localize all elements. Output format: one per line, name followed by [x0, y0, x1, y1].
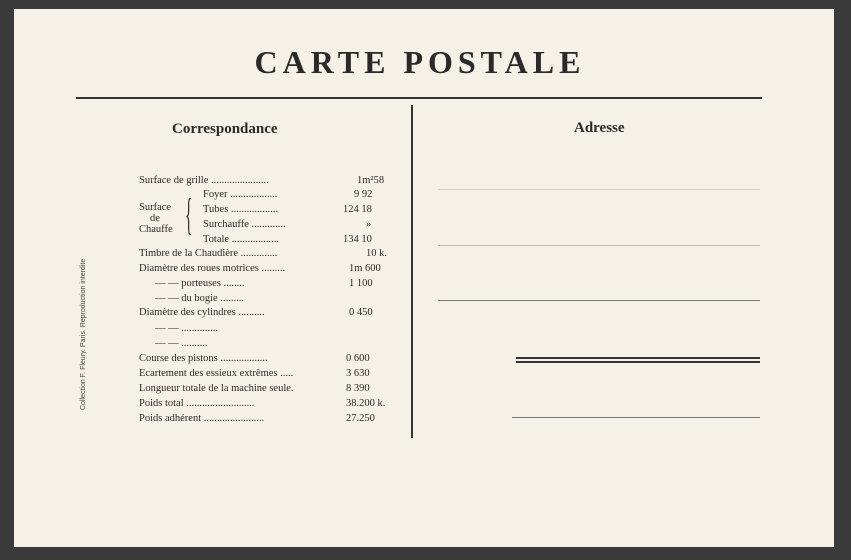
spec-value: 0 600: [346, 353, 370, 364]
address-line: [438, 300, 760, 301]
spec-value: 38.200 k.: [346, 398, 386, 409]
spec-label: Tubes ..................: [203, 204, 279, 215]
group-label-line1: Surface: [139, 202, 172, 213]
publisher-credit: Collection F. Fleury. Paris. Reproduction interdite: [80, 258, 87, 410]
address-line: [438, 189, 760, 190]
spec-value: 0 450: [349, 307, 373, 318]
spec-value: 27.250: [346, 413, 375, 424]
spec-label: Totale ..................: [203, 234, 279, 245]
center-divider: [411, 105, 413, 438]
spec-value: 3 630: [346, 368, 370, 379]
spec-label: Timbre de la Chaudière ..............: [139, 248, 278, 259]
correspondence-heading: Correspondance: [172, 121, 278, 137]
spec-value: 124 18: [343, 204, 372, 215]
spec-label: — — ..............: [155, 323, 218, 334]
postcard: [14, 9, 834, 547]
spec-value: 10 k.: [366, 248, 387, 259]
card-title: CARTE POSTALE: [254, 44, 586, 80]
spec-label: Surchauffe .............: [203, 219, 286, 230]
address-line: [516, 357, 760, 359]
group-label-line3: Chauffe: [139, 224, 173, 235]
spec-value: 1m²58: [357, 175, 385, 186]
spec-label: Poids adhérent .......................: [139, 413, 265, 424]
spec-label: — — ..........: [155, 338, 208, 349]
spec-label: Poids total ..........................: [139, 398, 255, 409]
spec-value: 1m 600: [349, 263, 381, 274]
spec-label: Longueur totale de la machine seule.: [139, 383, 294, 394]
spec-label: Ecartement des essieux extrêmes .....: [139, 368, 294, 379]
header-rule: [76, 97, 762, 99]
spec-label: — — du bogie .........: [155, 293, 244, 304]
group-label-line2: de: [150, 213, 160, 224]
spec-value: »: [366, 219, 372, 230]
address-line: [438, 245, 760, 246]
spec-label: Course des pistons ..................: [139, 353, 268, 364]
group-brace: {: [185, 190, 193, 239]
spec-label: Diamètre des cylindres ..........: [139, 307, 265, 318]
spec-label: Surface de grille ......................: [139, 175, 269, 186]
spec-value: 134 10: [343, 234, 372, 245]
address-line: [512, 417, 760, 418]
address-heading: Adresse: [574, 120, 625, 136]
spec-value: 8 390: [346, 383, 370, 394]
spec-label: Foyer ..................: [203, 189, 278, 200]
spec-value: 9 92: [354, 189, 373, 200]
address-line: [516, 361, 760, 363]
spec-label: — — porteuses ........: [155, 278, 245, 289]
spec-label: Diamètre des roues motrices .........: [139, 263, 286, 274]
spec-value: 1 100: [349, 278, 373, 289]
